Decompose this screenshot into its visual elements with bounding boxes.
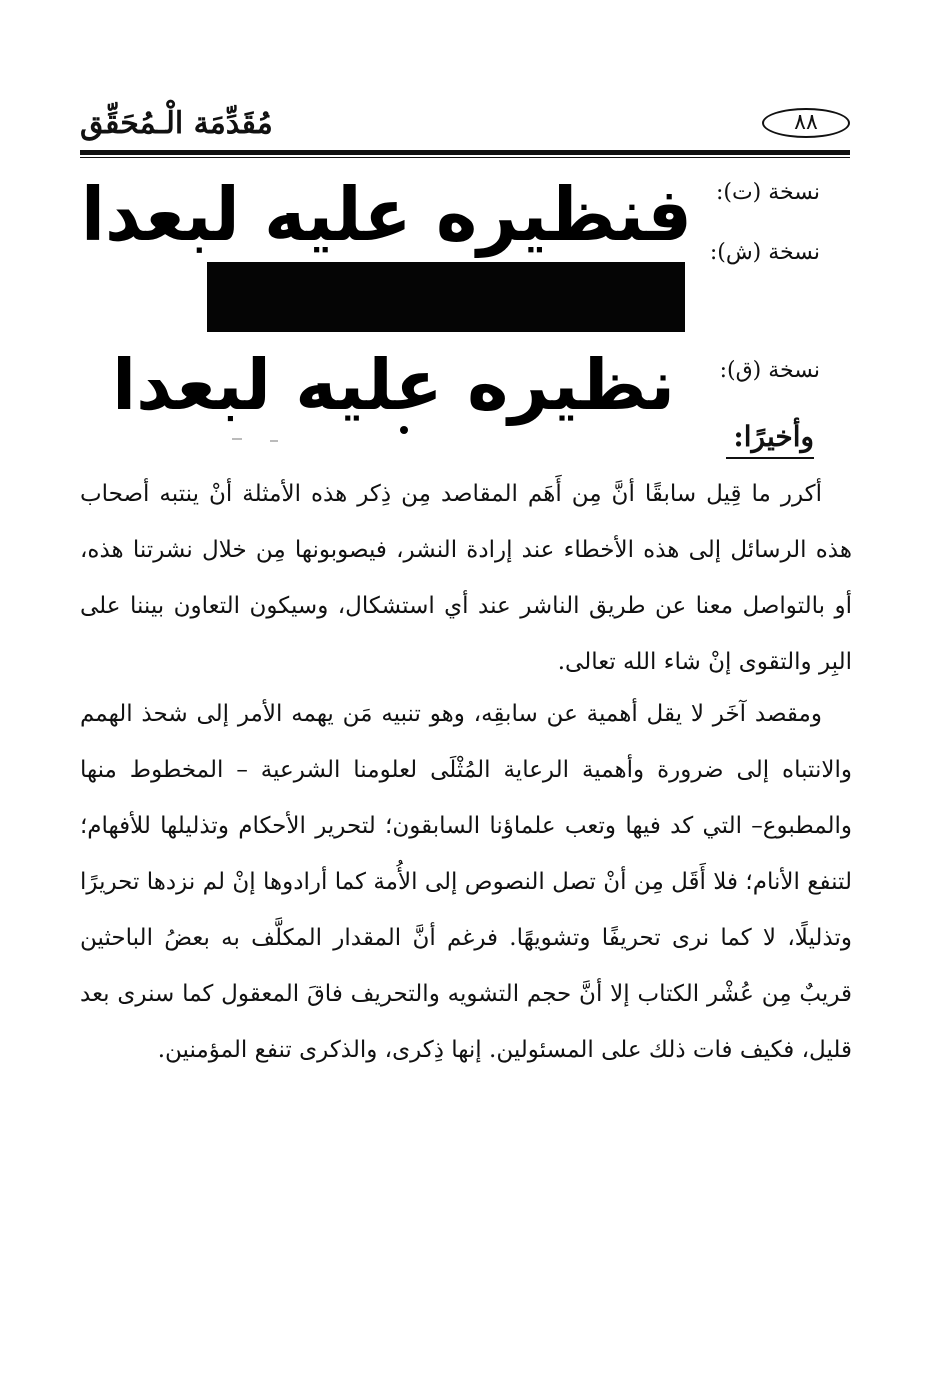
- manuscript-image-sh-redacted: [207, 262, 685, 332]
- body-paragraph-2: ومقصد آخَر لا يقل أهمية عن سابقِه، وهو تنبيه مَن يهمه الأمر إلى شحذ الهمم والانتباه إلى ضرورة وأهمية الرعاية المُثْلَى لعلومنا الشرعية – المخطوط منها والمطبوع– التي كد فيها وتعب علماؤنا السابقون؛ لتحرير الأحكام وتذليلها للأفهام؛ لتنفع الأنام؛ فلا أَقَل مِن أنْ تصل النصوص إلى الأُمة كما أرادوها إنْ لم نزدها تحريرًا وتذليلًا، لا كما نرى تحريفًا وتشويهًا. فرغم أنَّ المقدار المكلَّف به بعضُ الباحثين قريبٌ مِن عُشْر الكتاب إلا أنَّ حجم التشويه والتحريف فاقَ المعقول كما سنرى بعد قليل، فكيف فات ذلك على المسئولين. إنها ذِكرى، والذكرى تنفع المؤمنين.: [80, 701, 852, 1063]
- header-title: مُقَدِّمَة الْـمُحَقِّق: [80, 106, 273, 141]
- scan-speck: [232, 438, 242, 440]
- manuscript-ink-dot: [400, 426, 408, 434]
- section-heading-underline: [726, 457, 814, 459]
- manuscript-label-t: نسخة (ت):: [715, 180, 820, 205]
- header-rule-thin: [80, 157, 850, 158]
- page-header: [80, 100, 850, 148]
- manuscript-image-q: نظيره عليه لبعدا: [112, 344, 675, 426]
- manuscript-label-q: نسخة (ق):: [719, 358, 820, 383]
- page-number-badge: ٨٨: [762, 108, 850, 138]
- header-rule-thick: [80, 150, 850, 155]
- section-heading: وأخيرًا:: [733, 420, 814, 453]
- manuscript-label-sh: نسخة (ش):: [709, 240, 820, 265]
- scan-speck: [270, 440, 278, 442]
- body-paragraph-1: أكرر ما قِيل سابقًا أنَّ مِن أَهَم المقاصد مِن ذِكر هذه الأمثلة أنْ ينتبه أصحاب هذه الرسائل إلى هذه الأخطاء عند إرادة النشر، فيصوبونها مِن خلال نشرتنا هذه، أو بالتواصل معنا عن طريق الناشر عند أي استشكال، وسيكون التعاون بيننا على البِر والتقوى إنْ شاء الله تعالى.: [80, 481, 852, 675]
- manuscript-image-t: فنظيره عليه لبعدا: [81, 171, 692, 258]
